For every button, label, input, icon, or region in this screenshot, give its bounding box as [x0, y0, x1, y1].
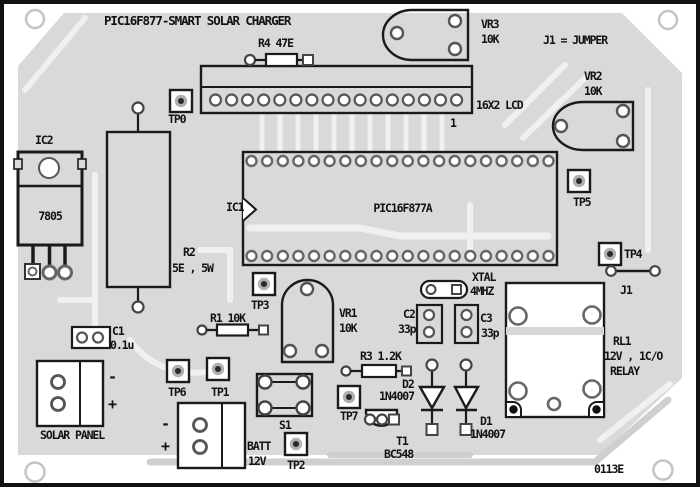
board-code-label: 0113E: [594, 462, 624, 476]
vr3-value-label: 10K: [481, 32, 499, 46]
c1-value-label: 0.1u: [110, 338, 134, 352]
solar-pos-label: +: [108, 395, 118, 413]
xtal-value-label: 4MHZ: [470, 284, 494, 298]
vr1-ref-label: VR1: [339, 306, 357, 320]
ic1-part-label: PIC16F877A: [373, 201, 432, 215]
tp5-label: TP5: [573, 195, 591, 209]
rl1-relay: [506, 283, 604, 417]
tp4-marker: [599, 243, 621, 265]
tp6-marker: [167, 360, 189, 382]
solar-panel-label: SOLAR PANEL: [40, 428, 105, 442]
d1-value-label: 1N4007: [470, 427, 505, 441]
ic1-ref-label: IC1: [226, 200, 244, 214]
tp7-marker: [338, 386, 360, 408]
c3-value-label: 33p: [481, 326, 499, 340]
solar-panel-terminal: [37, 361, 103, 426]
rl1-value-label: 12V , 1C/O: [604, 349, 663, 363]
c1-capacitor: [72, 327, 110, 348]
tp3-label: TP3: [251, 298, 269, 312]
lcd-pin1-label: 1: [450, 116, 456, 130]
tp3-marker: [253, 273, 275, 295]
r4-label: R4 47E: [258, 36, 293, 50]
rl1-kind-label: RELAY: [610, 364, 640, 378]
tp7-label: TP7: [340, 409, 358, 423]
xtal-ref-label: XTAL: [472, 270, 496, 284]
t1-transistor: [365, 410, 399, 426]
board-title: PIC16F877-SMART SOLAR CHARGER: [104, 13, 291, 28]
r3-label: R3 1.2K: [360, 349, 401, 363]
tp0-marker: [170, 90, 192, 112]
battery-terminal: [178, 403, 245, 468]
solar-neg-label: -: [108, 368, 118, 386]
lcd-label: 16X2 LCD: [476, 98, 523, 112]
vr2-ref-label: VR2: [584, 69, 602, 83]
d2-value-label: 1N4007: [379, 389, 414, 403]
vr1-value-label: 10K: [339, 321, 357, 335]
jumper-note: J1 = JUMPER: [543, 33, 608, 47]
c1-ref-label: C1: [112, 324, 124, 338]
mounting-hole-bottom-right: [654, 461, 673, 480]
batt-pos-label: +: [161, 437, 171, 455]
j1-label: J1: [620, 283, 632, 297]
tp5-marker: [568, 170, 590, 192]
mounting-hole-bottom-left: [26, 463, 45, 482]
s1-label: S1: [279, 418, 291, 432]
r2-ref-label: R2: [183, 245, 195, 259]
tp2-marker: [285, 433, 307, 455]
mounting-hole-top-left: [26, 10, 44, 28]
tp4-label: TP4: [624, 247, 642, 261]
ic2-ref-label: IC2: [35, 133, 53, 147]
t1-value-label: BC548: [384, 447, 414, 461]
c3-ref-label: C3: [480, 311, 492, 325]
r1-label: R1 10K: [210, 311, 245, 325]
rl1-ref-label: RL1: [613, 334, 631, 348]
tp1-marker: [207, 358, 229, 380]
vr2-value-label: 10K: [584, 84, 602, 98]
c2-ref-label: C2: [403, 307, 415, 321]
t1-ref-label: T1: [396, 434, 408, 448]
tp1-label: TP1: [211, 385, 229, 399]
vr3-ref-label: VR3: [481, 17, 499, 31]
xtal-crystal: [421, 281, 467, 298]
tp0-label: TP0: [168, 112, 186, 126]
batt-neg-label: -: [161, 415, 171, 433]
d1-ref-label: D1: [480, 414, 492, 428]
d2-ref-label: D2: [402, 377, 414, 391]
tp2-label: TP2: [287, 458, 305, 472]
mounting-hole-top-right: [659, 11, 677, 29]
ic2-part-label: 7805: [38, 209, 62, 223]
r2-value-label: 5E , 5W: [172, 261, 213, 275]
c2-value-label: 33p: [398, 322, 416, 336]
batt-value-label: 12V: [248, 454, 266, 468]
batt-label: BATT: [247, 439, 271, 453]
tp6-label: TP6: [168, 385, 186, 399]
